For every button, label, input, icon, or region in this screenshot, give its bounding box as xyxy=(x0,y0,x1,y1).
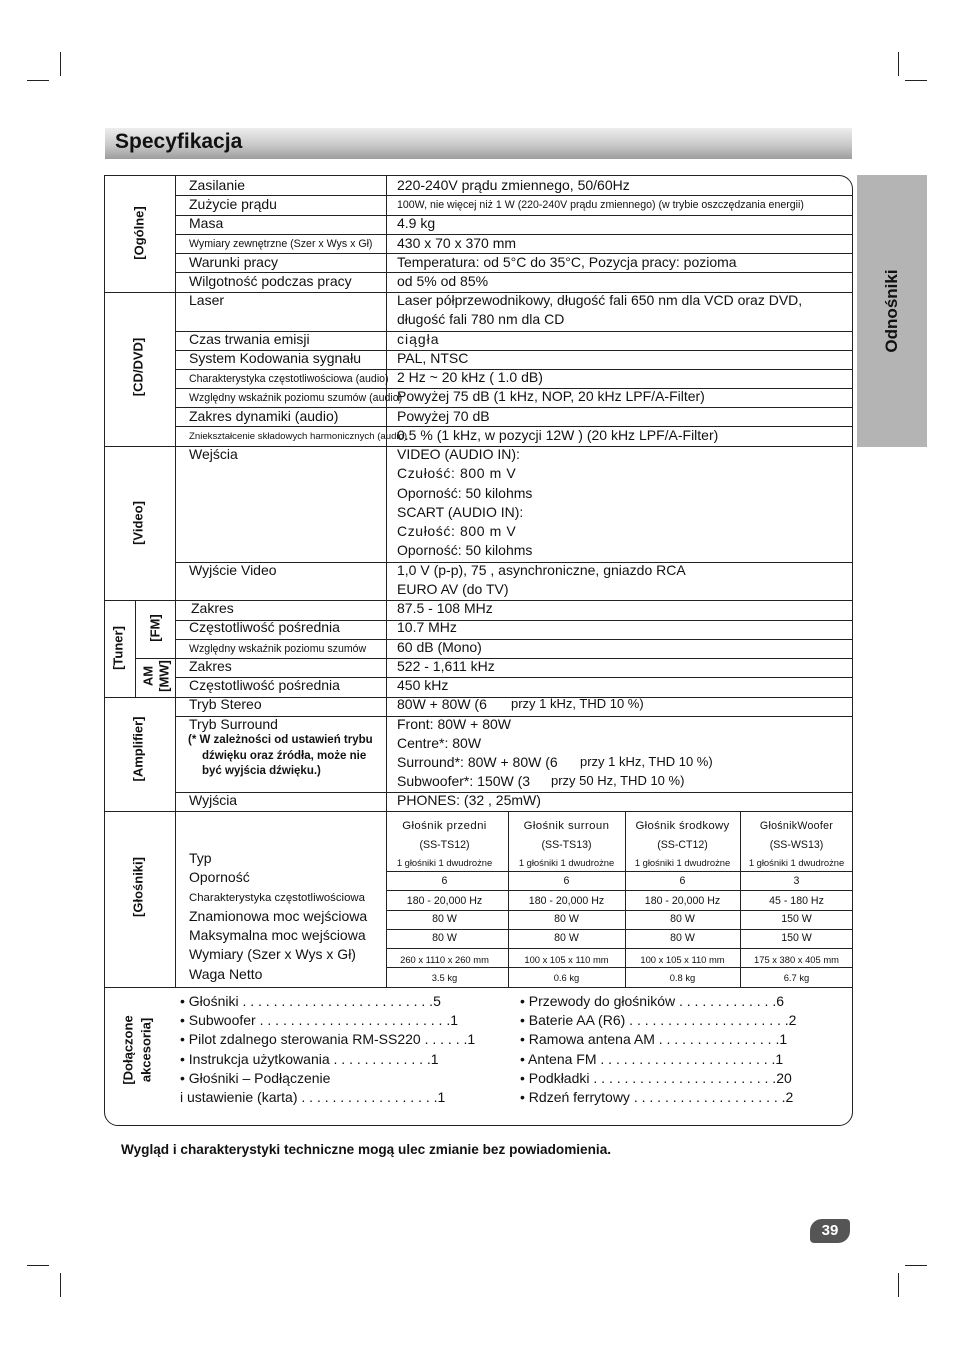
section-amplifier: [Amplifier] xyxy=(130,716,146,782)
spec-label: System Kodowania sygnału xyxy=(189,350,361,366)
spec-label: Wilgotność podczas pracy xyxy=(189,273,352,289)
spec-label: Wyjścia xyxy=(189,792,238,808)
speaker-col-name: Głośnik surroun xyxy=(523,820,610,832)
spec-value: Oporność: 50 kilohms xyxy=(397,485,533,501)
spec-label: Masa xyxy=(189,215,224,231)
speaker-cell: 6.7 kg xyxy=(783,972,810,983)
spec-value: Czułość: 800 m V xyxy=(397,523,517,539)
spec-value: 2 Hz ~ 20 kHz ( 1.0 dB) xyxy=(397,369,543,385)
speaker-cell: 0.8 kg xyxy=(669,972,696,983)
spec-value: 522 - 1,611 kHz xyxy=(397,658,495,674)
page-title: Specyfikacja xyxy=(115,130,243,153)
spec-label: Czas trwania emisji xyxy=(189,331,310,347)
spec-value: Centre*: 80W xyxy=(397,735,482,751)
spec-label: Typ xyxy=(189,850,212,866)
side-tab-label: Odnośniki xyxy=(882,269,901,353)
accessory-item: i ustawienie (karta) . . . . . . . . . . . . . . . . . .1 xyxy=(180,1089,446,1105)
section-mw: [MW] xyxy=(156,660,172,692)
spec-value: 220-240V prądu zmiennego, 50/60Hz xyxy=(397,177,630,193)
section-speakers: [Głośniki] xyxy=(130,857,146,917)
crop-mark xyxy=(898,52,899,76)
speaker-cell: 80 W xyxy=(554,913,579,925)
crop-mark xyxy=(898,1273,899,1297)
speaker-cell: 80 W xyxy=(670,913,695,925)
section-accessories: akcesoria] xyxy=(138,1017,154,1083)
spec-value: 100W, nie więcej niż 1 W (220-240V prądu zmiennego) (w trybie oszczędzania energii) xyxy=(397,199,804,211)
speaker-col-model: (SS-TS13) xyxy=(541,839,592,851)
spec-label: Wyjście Video xyxy=(189,562,277,578)
speaker-col-model: (SS-WS13) xyxy=(769,839,824,851)
speaker-cell: 100 x 105 x 110 mm xyxy=(524,954,609,965)
speaker-col-model: (SS-CT12) xyxy=(657,839,708,851)
spec-value: 430 x 70 x 370 mm xyxy=(397,235,517,251)
spec-value: długość fali 780 nm dla CD xyxy=(397,311,565,327)
spec-label: Zniekształcenie składowych harmonicznych (audio) xyxy=(189,431,408,442)
spec-label: Laser xyxy=(189,292,225,308)
speaker-cell: 80 W xyxy=(432,932,457,944)
spec-value: 80W + 80W (6 xyxy=(397,696,487,712)
spec-value: Powyżej 70 dB xyxy=(397,408,490,424)
spec-label: Tryb Surround xyxy=(189,716,278,732)
accessory-item: • Przewody do głośników . . . . . . . . . . . . .6 xyxy=(520,993,785,1009)
page-number: 39 xyxy=(810,1219,850,1243)
section-am: AM xyxy=(140,665,156,687)
spec-value: 10.7 MHz xyxy=(397,619,457,635)
speaker-cell: 1 głośniki 1 dwudrożne xyxy=(748,857,845,868)
speaker-col-name: GłośnikWoofer xyxy=(759,820,834,832)
speaker-cell: 1 głośniki 1 dwudrożne xyxy=(634,857,731,868)
spec-value: 1,0 V (p-p), 75 , asynchroniczne, gniazdo RCA xyxy=(397,562,686,578)
spec-value: Temperatura: od 5°C do 35°C, Pozycja pracy: pozioma xyxy=(397,254,737,270)
speaker-cell: 6 xyxy=(563,875,570,887)
section-video: [Video] xyxy=(130,501,146,545)
spec-label: Wymiary (Szer x Wys x Gł) xyxy=(189,946,356,962)
spec-value: od 5% od 85% xyxy=(397,273,489,289)
spec-value: Powyżej 75 dB (1 kHz, NOP, 20 kHz LPF/A-Filter) xyxy=(397,388,705,404)
accessory-item: • Pilot zdalnego sterowania RM-SS220 . . . . . .1 xyxy=(180,1031,476,1047)
spec-value: PHONES: (32 , 25mW) xyxy=(397,792,541,808)
section-cd-dvd: [CD/DVD] xyxy=(130,337,146,397)
spec-label: Częstotliwość pośrednia xyxy=(189,677,340,693)
speaker-col-name: Głośnik przedni xyxy=(402,820,487,832)
spec-value: 87.5 - 108 MHz xyxy=(397,600,493,616)
spec-value: PAL, NTSC xyxy=(397,350,469,366)
speaker-cell: 80 W xyxy=(432,913,457,925)
speaker-cell: 1 głośniki 1 dwudrożne xyxy=(396,857,493,868)
side-tab xyxy=(857,175,927,447)
speaker-cell: 45 - 180 Hz xyxy=(769,895,824,907)
spec-value: przy 1 kHz, THD 10 %) xyxy=(511,696,644,711)
accessory-item: • Głośniki – Podłączenie xyxy=(180,1070,331,1086)
accessory-item: • Antena FM . . . . . . . . . . . . . . . . . . . . . . .1 xyxy=(520,1051,784,1067)
accessory-item: • Baterie AA (R6) . . . . . . . . . . . . . . . . . . . . .2 xyxy=(520,1012,797,1028)
speaker-cell: 6 xyxy=(679,875,686,887)
spec-label: Względny wskaźnik poziomu szumów xyxy=(189,643,367,655)
spec-value: Surround*: 80W + 80W (6 xyxy=(397,754,558,770)
footer-note: Wygląd i charakterystyki techniczne mogą ulec zmianie bez powiadomienia. xyxy=(121,1142,612,1157)
spec-label: Waga Netto xyxy=(189,966,263,982)
section-general: [Ogólne] xyxy=(131,206,147,260)
accessory-item: • Instrukcja użytkowania . . . . . . . . . . . . .1 xyxy=(180,1051,439,1067)
spec-value: przy 50 Hz, THD 10 %) xyxy=(551,773,685,788)
speaker-cell: 260 x 1110 x 260 mm xyxy=(400,954,489,965)
speaker-cell: 180 - 20,000 Hz xyxy=(644,895,721,907)
speaker-col-model: (SS-TS12) xyxy=(419,839,470,851)
speaker-col-name: Głośnik środkowy xyxy=(635,820,730,832)
spec-value: Front: 80W + 80W xyxy=(397,716,511,732)
crop-mark xyxy=(27,80,49,81)
spec-label: Względny wskaźnik poziomu szumów (audio) xyxy=(189,392,403,404)
speaker-cell: 180 - 20,000 Hz xyxy=(406,895,483,907)
speaker-cell: 150 W xyxy=(781,913,812,925)
accessory-item: • Głośniki . . . . . . . . . . . . . . . . . . . . . . . . .5 xyxy=(180,993,441,1009)
spec-label: Znamionowa moc wejściowa xyxy=(189,908,368,924)
spec-value: Czułość: 800 m V xyxy=(397,465,517,481)
speaker-cell: 175 x 380 x 405 mm xyxy=(754,954,839,965)
section-fm: [FM] xyxy=(147,614,163,642)
crop-mark xyxy=(60,1273,61,1297)
section-tuner: [Tuner] xyxy=(110,626,126,670)
spec-value: 0.5 % (1 kHz, w pozycji 12W ) (20 kHz LPF/A-Filter) xyxy=(397,427,719,443)
speaker-cell: 6 xyxy=(441,875,448,887)
speaker-cell: 3.5 kg xyxy=(431,972,458,983)
spec-label: Zużycie prądu xyxy=(189,196,277,212)
spec-value: EURO AV (do TV) xyxy=(397,581,509,597)
spec-value: 60 dB (Mono) xyxy=(397,639,482,655)
accessory-item: • Podkładki . . . . . . . . . . . . . . . . . . . . . . . .20 xyxy=(520,1070,792,1086)
spec-label: Maksymalna moc wejściowa xyxy=(189,927,366,943)
speaker-cell: 3 xyxy=(793,875,800,887)
spec-label: Wejścia xyxy=(189,446,238,462)
accessory-item: • Rdzeń ferrytowy . . . . . . . . . . . . . . . . . . . .2 xyxy=(520,1089,794,1105)
speaker-cell: 100 x 105 x 110 mm xyxy=(640,954,725,965)
spec-label: Zakres xyxy=(189,658,232,674)
crop-mark xyxy=(905,80,927,81)
spec-value: 450 kHz xyxy=(397,677,449,693)
spec-label: Oporność xyxy=(189,869,250,885)
spec-label: Zakres xyxy=(191,600,234,616)
spec-label: Zakres dynamiki (audio) xyxy=(189,408,339,424)
spec-label: Zasilanie xyxy=(189,177,246,193)
spec-label: Warunki pracy xyxy=(189,254,278,270)
crop-mark xyxy=(60,52,61,76)
spec-value: Subwoofer*: 150W (3 xyxy=(397,773,531,789)
spec-label: Wymiary zewnętrzne (Szer x Wys x Gł) xyxy=(189,238,373,250)
speaker-cell: 150 W xyxy=(781,932,812,944)
spec-value: 4.9 kg xyxy=(397,215,436,231)
spec-label: Tryb Stereo xyxy=(189,696,262,712)
accessory-item: • Ramowa antena AM . . . . . . . . . . . . . . . .1 xyxy=(520,1031,788,1047)
spec-label: Charakterystyka częstotliwościowa (audio) xyxy=(189,373,389,385)
section-accessories: [Dołączone xyxy=(120,1015,136,1085)
speaker-cell: 0.6 kg xyxy=(553,972,580,983)
crop-mark xyxy=(905,1265,927,1266)
spec-value: VIDEO (AUDIO IN): xyxy=(397,446,520,462)
spec-label: Charakterystyka częstotliwościowa xyxy=(189,892,365,904)
speaker-cell: 80 W xyxy=(670,932,695,944)
surround-note: (* W zależności od ustawień trybu dźwięku oraz źródła, może nie być wyjścia dźwięku.) xyxy=(188,734,373,777)
crop-mark xyxy=(27,1265,49,1266)
spec-label: Częstotliwość pośrednia xyxy=(189,619,340,635)
spec-value: przy 1 kHz, THD 10 %) xyxy=(580,754,713,769)
spec-value: Oporność: 50 kilohms xyxy=(397,542,533,558)
title-bar xyxy=(105,128,852,159)
spec-value: SCART (AUDIO IN): xyxy=(397,504,524,520)
speaker-cell: 80 W xyxy=(554,932,579,944)
accessory-item: • Subwoofer . . . . . . . . . . . . . . . . . . . . . . . . .1 xyxy=(180,1012,458,1028)
spec-value: ciągła xyxy=(397,331,440,347)
speaker-cell: 1 głośniki 1 dwudrożne xyxy=(518,857,615,868)
spec-value: Laser półprzewodnikowy, długość fali 650 nm dla VCD oraz DVD, xyxy=(397,292,803,308)
speaker-cell: 180 - 20,000 Hz xyxy=(528,895,605,907)
